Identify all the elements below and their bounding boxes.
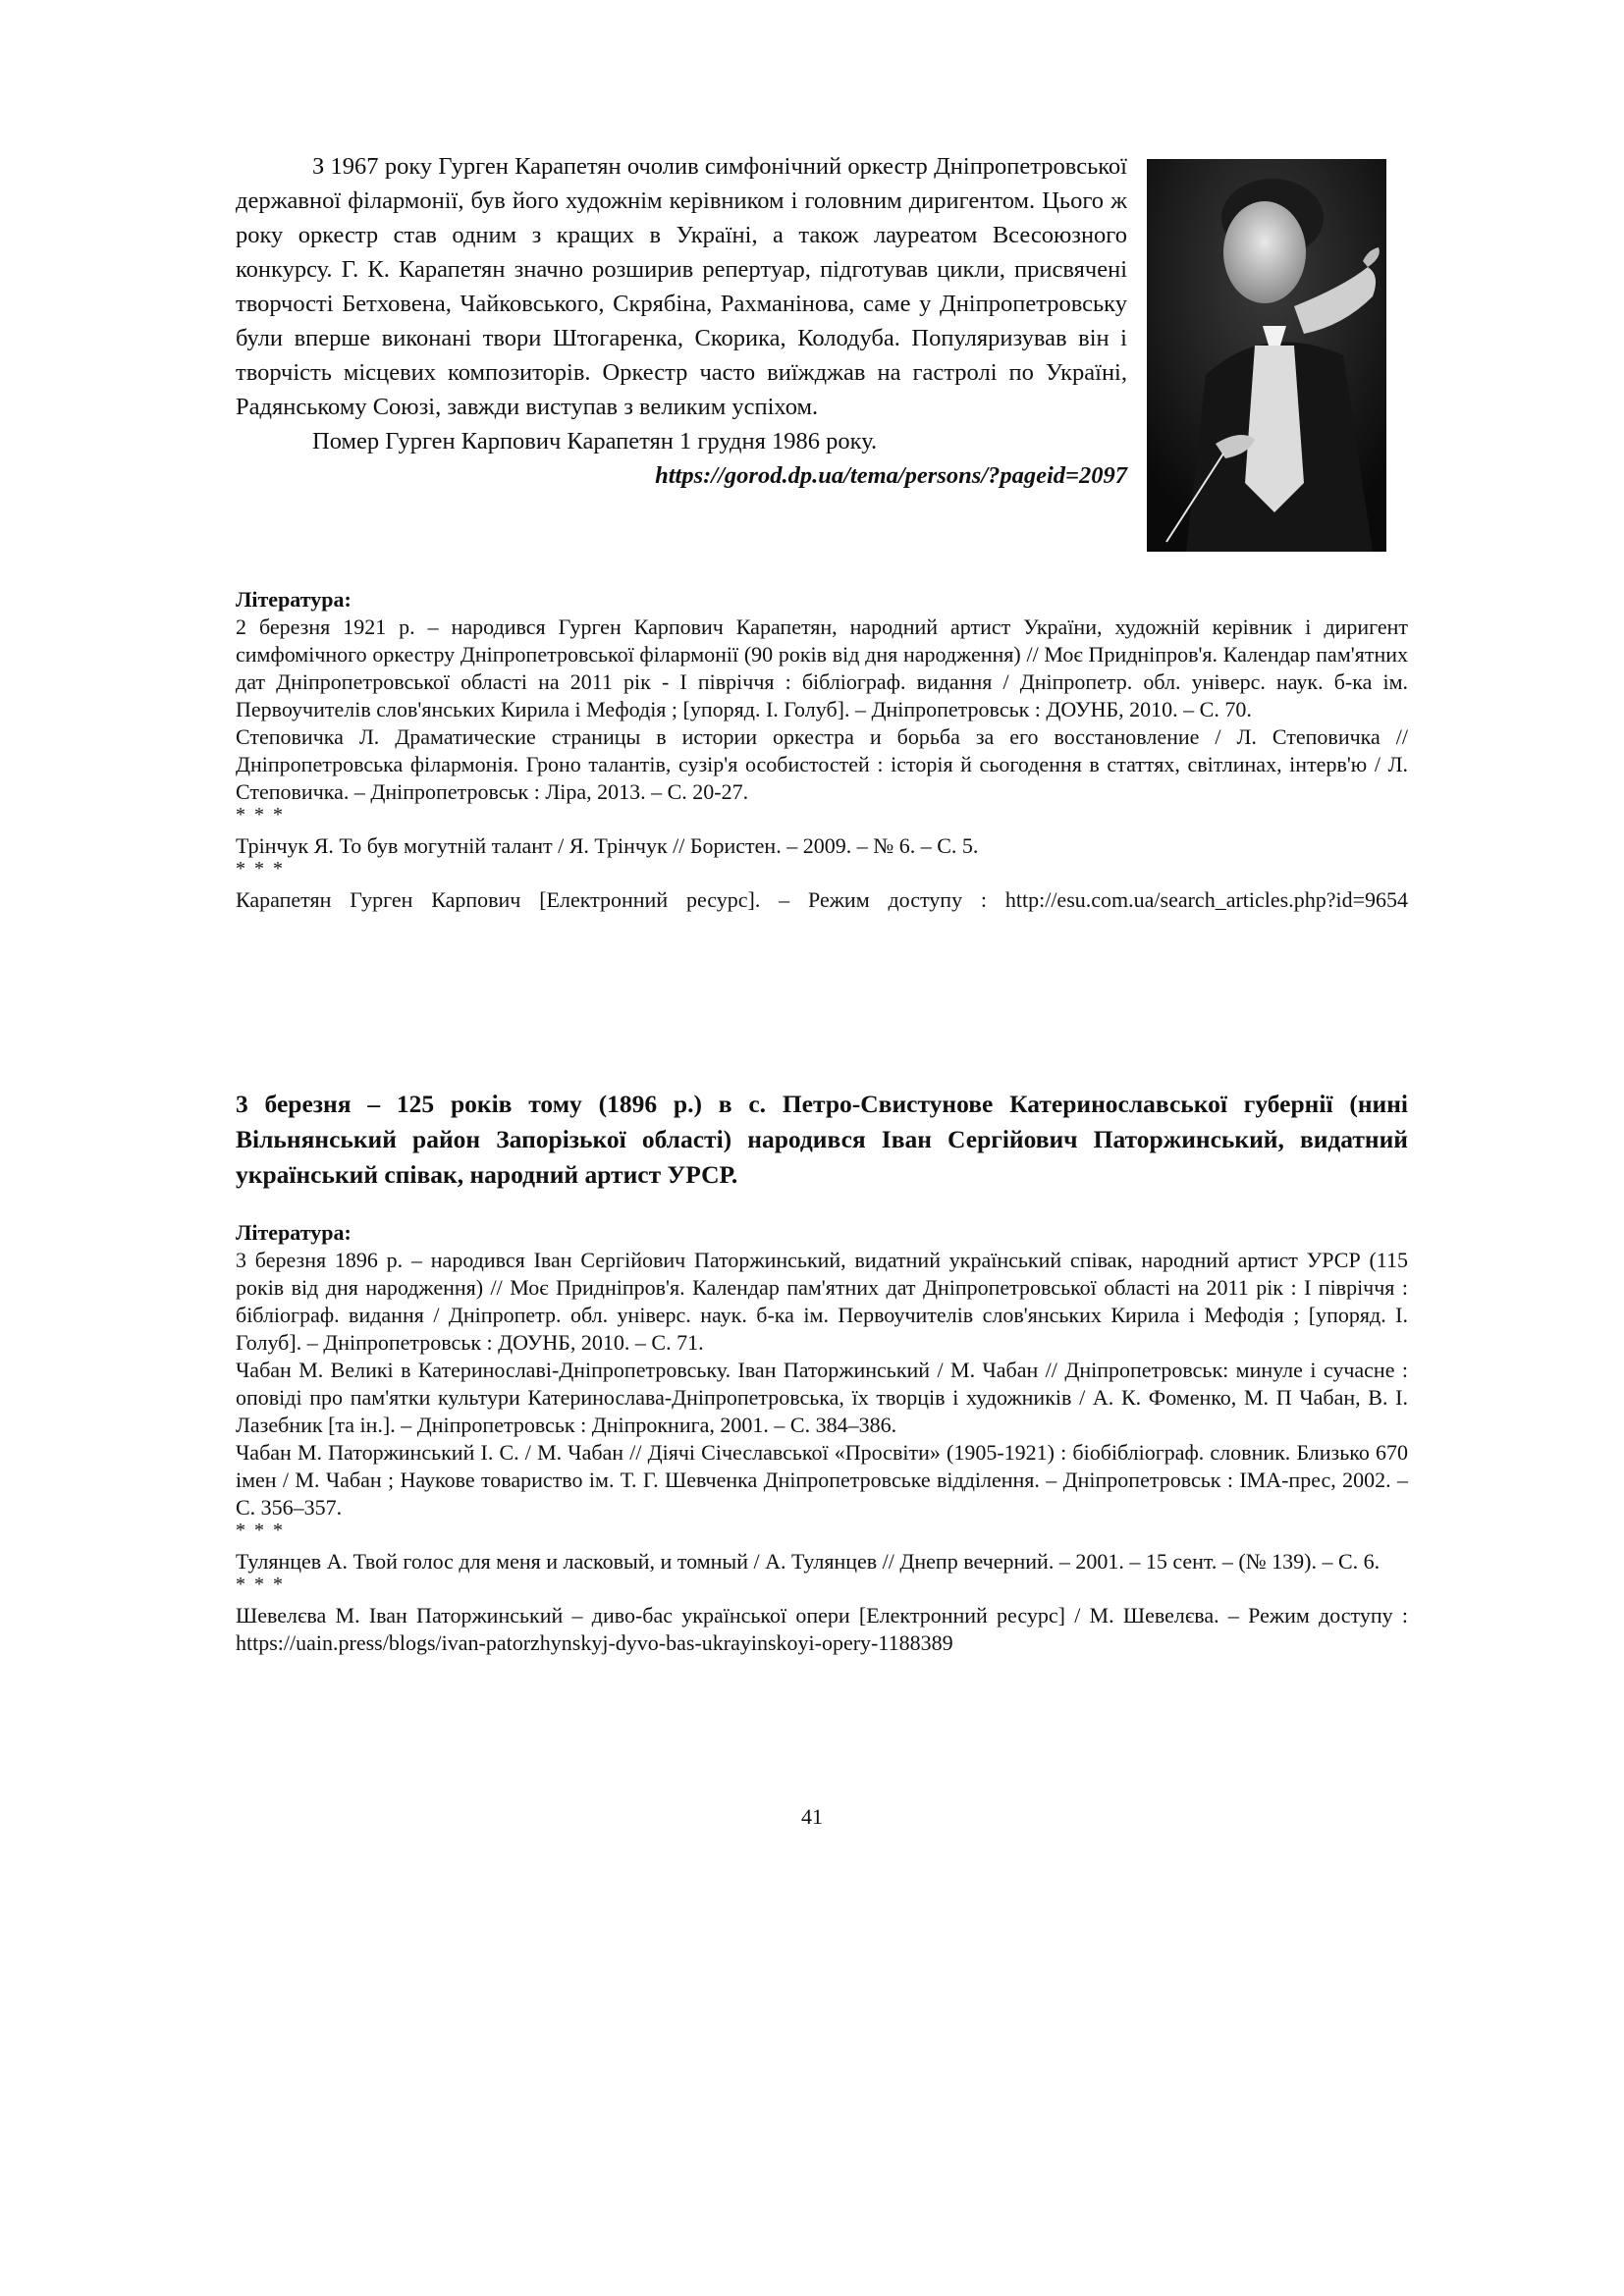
reference-item: Шевелєва М. Іван Паторжинський – диво-бас української опери [Електронний ресурс] / М. Шевелєва. – Режим доступу : https://uain.press/blogs/ivan-patorzhynskyj-dyvo-bas-ukrayinskoyi-opery-1188389 xyxy=(236,1603,1408,1655)
reference-item: Чабан М. Великі в Катеринославі-Дніпропетровську. Іван Паторжинський / М. Чабан // Дніпропетровськ: минуле і сучасне : оповіді про пам'ятки культури Катеринослава-Дніпропетровська, їх творців і художників / А. К. Фоменко, М. П Чабан, В. І. Лазебник [та ін.]. – Дніпропетровськ : Дніпрокнига, 2001. – С. 384–386. xyxy=(236,1358,1408,1437)
intro-text-block xyxy=(236,149,1127,493)
separator: * * * xyxy=(236,804,285,826)
anniversary-announcement: 3 березня – 125 років тому (1896 р.) в с. Петро-Свистунове Катеринославської губернії (нині Вільнянський район Запорізької області) народився Іван Сергійович Паторжинський, видатний український співак, народний артист УРСР. xyxy=(236,1090,1408,1189)
separator: * * * xyxy=(236,858,285,880)
reference-item: Трінчук Я. То був могутній талант / Я. Трінчук // Бористен. – 2009. – № 6. – С. 5. xyxy=(236,833,979,858)
separator: * * * xyxy=(236,1520,285,1541)
death-paragraph: Помер Гурген Карпович Карапетян 1 грудня 1986 року. xyxy=(312,428,878,454)
literature-heading: Література: xyxy=(236,587,352,612)
reference-item: Степовичка Л. Драматические страницы в истории оркестра и борьба за его восстановление / Л. Степовичка // Дніпропетровська філармонія. Гроно талантів, сузір'я особистостей : історія й сьогодення в статтях, світлинах, інтерв'ю / Л. Степовичка. – Дніпропетровськ : Ліра, 2013. – С. 20-27. xyxy=(236,724,1408,804)
literature-section-karapetian xyxy=(236,586,1408,914)
reference-item: 3 березня 1896 р. – народився Іван Сергійович Паторжинський, видатний український співак, народний артист УРСР (115 років від дня народження) // Моє Придніпров'я. Календар пам'ятних дат Дніпропетровської області на 2011 рік : І півріччя : бібліограф. видання / Дніпропетр. обл. універс. наук. б-ка ім. Первоучителів слов'янських Кирила і Мефодія ; [упоряд. І. Голуб]. – Дніпропетровськ : ДОУНБ, 2010. – С. 71. xyxy=(236,1248,1408,1355)
page-number: 41 xyxy=(801,1804,823,1829)
source-link[interactable]: https://gorod.dp.ua/tema/persons/?pageid=2097 xyxy=(655,462,1127,489)
reference-item: Карапетян Гурген Карпович [Електронний ресурс]. – Режим доступу : http://esu.com.ua/search_articles.php?id=9654 xyxy=(236,887,1408,912)
intro-paragraph: З 1967 року Гурген Карапетян очолив симфонічний оркестр Дніпропетровської державної філармонії, був його художнім керівником і головним диригентом. Цього ж року оркестр став одним з кращих в Україні, а також лауреатом Всесоюзного конкурсу. Г. К. Карапетян значно розширив репертуар, підготував цикли, присвячені творчості Бетховена, Чайковського, Скрябіна, Рахманінова, саме у Дніпропетровську були вперше виконані твори Штогаренка, Скорика, Колодуба. Популяризував він і творчість місцевих композиторів. Оркестр часто виїжджав на гастролі по Україні, Радянському Союзі, завжди виступав з великим успіхом. xyxy=(236,153,1127,420)
reference-item: Чабан М. Паторжинський І. С. / М. Чабан // Діячі Січеславської «Просвіти» (1905-1921) : біобібліограф. словник. Близько 670 імен / М. Чабан ; Наукове товариство ім. Т. Г. Шевченка Дніпропетровське відділення. – Дніпропетровськ : ІМА-прес, 2002. – С. 356–357. xyxy=(236,1440,1408,1520)
separator: * * * xyxy=(236,1574,285,1595)
reference-item: Тулянцев А. Твой голос для меня и ласковый, и томный / А. Тулянцев // Днепр вечерний. – 2001. – 15 сент. – (№ 139). – С. 6. xyxy=(236,1549,1380,1574)
reference-item: 2 березня 1921 р. – народився Гурген Карпович Карапетян, народний артист України, художній керівник і диригент симфомічного оркестру Дніпропетровської філармонії (90 років від дня народження) // Моє Придніпров'я. Календар пам'ятних дат Дніпропетровської області на 2011 рік - І півріччя : бібліограф. видання / Дніпропетр. обл. універс. наук. б-ка ім. Первоучителів слов'янських Кирила і Мефодія ; [упоряд. І. Голуб]. – Дніпропетровськ : ДОУНБ, 2010. – С. 70. xyxy=(236,614,1408,721)
literature-heading: Література: xyxy=(236,1220,352,1245)
literature-section-patorzhynsky xyxy=(236,1219,1408,1657)
conductor-portrait-photo xyxy=(1147,159,1386,552)
